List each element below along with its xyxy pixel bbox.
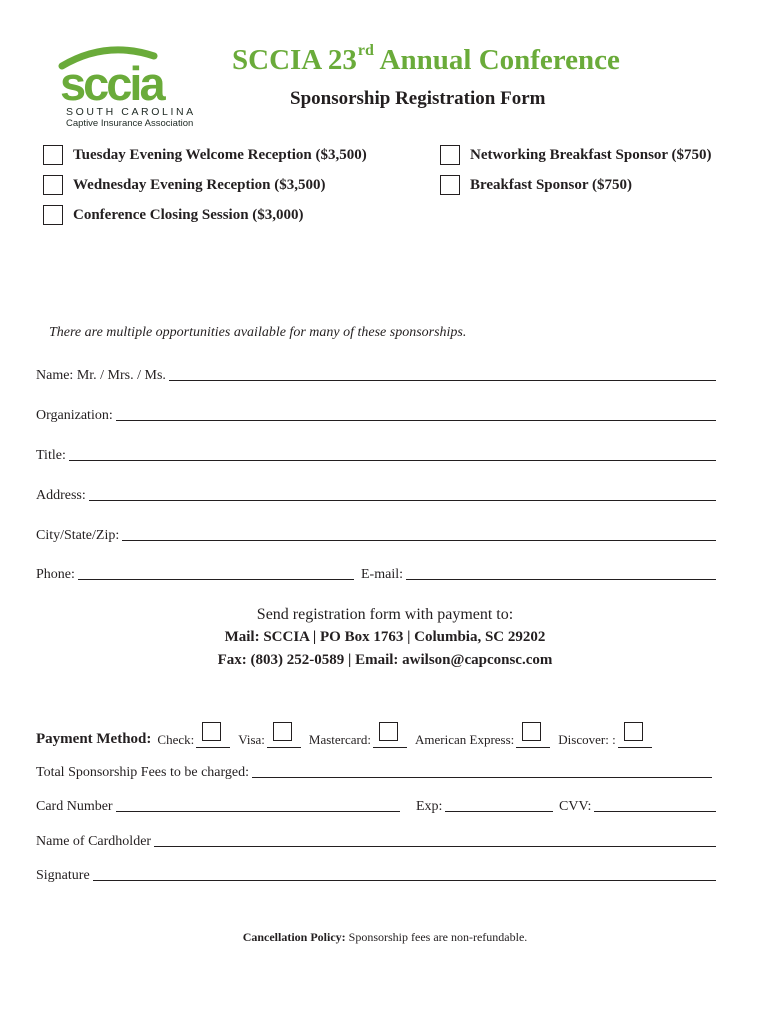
mail-address: Mail: SCCIA | PO Box 1763 | Columbia, SC 29202 <box>224 629 546 645</box>
sponsor-label: Wednesday Evening Reception ($3,500) <box>73 176 326 193</box>
payment-option-mastercard[interactable]: Mastercard: <box>309 725 407 748</box>
payment-option-amex[interactable]: American Express: <box>415 725 550 748</box>
sponsor-option-breakfast[interactable] <box>440 175 632 195</box>
payment-method-label: Payment Method: <box>36 731 152 747</box>
page-title: SCCIA 23rd Annual Conference <box>232 42 620 76</box>
phone-input-line[interactable] <box>78 578 354 580</box>
address-field[interactable] <box>36 488 716 504</box>
field-label: Card Number <box>36 799 113 814</box>
logo-brand: sccia <box>60 57 163 110</box>
checkbox[interactable] <box>202 722 221 741</box>
sponsor-option-tuesday[interactable] <box>43 145 367 165</box>
sponsorship-note: There are multiple opportunities available for many of these sponsorships. <box>49 325 467 340</box>
field-label: Organization: <box>36 408 113 423</box>
field-label: Signature <box>36 868 90 883</box>
organization-field[interactable] <box>36 408 716 424</box>
checkbox[interactable] <box>440 175 460 195</box>
checkbox[interactable] <box>379 722 398 741</box>
sponsor-option-wednesday[interactable] <box>43 175 326 195</box>
cardholder-input-line[interactable] <box>154 845 716 847</box>
cvv-field[interactable] <box>559 799 716 815</box>
payment-option-discover[interactable]: Discover: : <box>558 725 651 748</box>
sponsor-label: Breakfast Sponsor ($750) <box>470 176 632 193</box>
signature-field[interactable] <box>36 868 716 884</box>
sponsor-label: Networking Breakfast Sponsor ($750) <box>470 146 712 163</box>
field-label: Title: <box>36 448 66 463</box>
logo-tagline: Captive Insurance Association <box>66 118 194 129</box>
checkbox[interactable] <box>273 722 292 741</box>
sponsor-option-networking-breakfast[interactable] <box>440 145 712 165</box>
field-label: Name: Mr. / Mrs. / Ms. <box>36 368 166 383</box>
name-input-line[interactable] <box>169 379 716 381</box>
checkbox[interactable] <box>43 175 63 195</box>
payment-option-visa[interactable]: Visa: <box>238 725 301 748</box>
exp-field[interactable] <box>416 799 553 815</box>
fax-email: Fax: (803) 252-0589 | Email: awilson@capconsc.com <box>217 652 553 668</box>
total-input-line[interactable] <box>252 776 712 778</box>
address-input-line[interactable] <box>89 499 716 501</box>
checkbox[interactable] <box>624 722 643 741</box>
sponsor-label: Conference Closing Session ($3,000) <box>73 206 304 223</box>
field-label: Address: <box>36 488 86 503</box>
signature-input-line[interactable] <box>93 879 716 881</box>
total-fees-field[interactable] <box>36 765 712 781</box>
field-label: CVV: <box>559 799 592 814</box>
cancellation-policy: Cancellation Policy: Sponsorship fees are non-refundable. <box>242 930 528 944</box>
city-input-line[interactable] <box>122 539 716 541</box>
sponsor-option-closing[interactable] <box>43 205 304 225</box>
checkbox[interactable] <box>522 722 541 741</box>
send-instructions: Send registration form with payment to: <box>256 606 514 623</box>
card-number-input-line[interactable] <box>116 810 400 812</box>
exp-input-line[interactable] <box>445 810 553 812</box>
field-label: E-mail: <box>361 567 403 582</box>
sponsor-label: Tuesday Evening Welcome Reception ($3,500) <box>73 146 367 163</box>
title-input-line[interactable] <box>69 459 716 461</box>
logo-region: SOUTH CAROLINA <box>66 106 196 118</box>
checkbox[interactable] <box>440 145 460 165</box>
payment-option-check[interactable]: Check: <box>157 725 230 748</box>
name-field[interactable] <box>36 368 716 384</box>
title-field[interactable] <box>36 448 716 464</box>
field-label: Phone: <box>36 567 75 582</box>
field-label: Total Sponsorship Fees to be charged: <box>36 765 250 780</box>
field-label: Name of Cardholder <box>36 834 152 849</box>
email-input-line[interactable] <box>406 578 716 580</box>
card-number-field[interactable] <box>36 799 400 815</box>
field-label: Exp: <box>416 799 443 814</box>
checkbox[interactable] <box>43 145 63 165</box>
organization-input-line[interactable] <box>116 419 716 421</box>
cardholder-field[interactable] <box>36 834 716 850</box>
page-subtitle: Sponsorship Registration Form <box>290 88 546 109</box>
cvv-input-line[interactable] <box>594 810 716 812</box>
city-state-zip-field[interactable] <box>36 528 716 544</box>
sccia-logo <box>56 44 196 130</box>
email-field[interactable] <box>361 567 716 583</box>
checkbox[interactable] <box>43 205 63 225</box>
payment-method-row <box>36 718 716 748</box>
phone-field[interactable] <box>36 567 354 583</box>
field-label: City/State/Zip: <box>36 528 120 543</box>
